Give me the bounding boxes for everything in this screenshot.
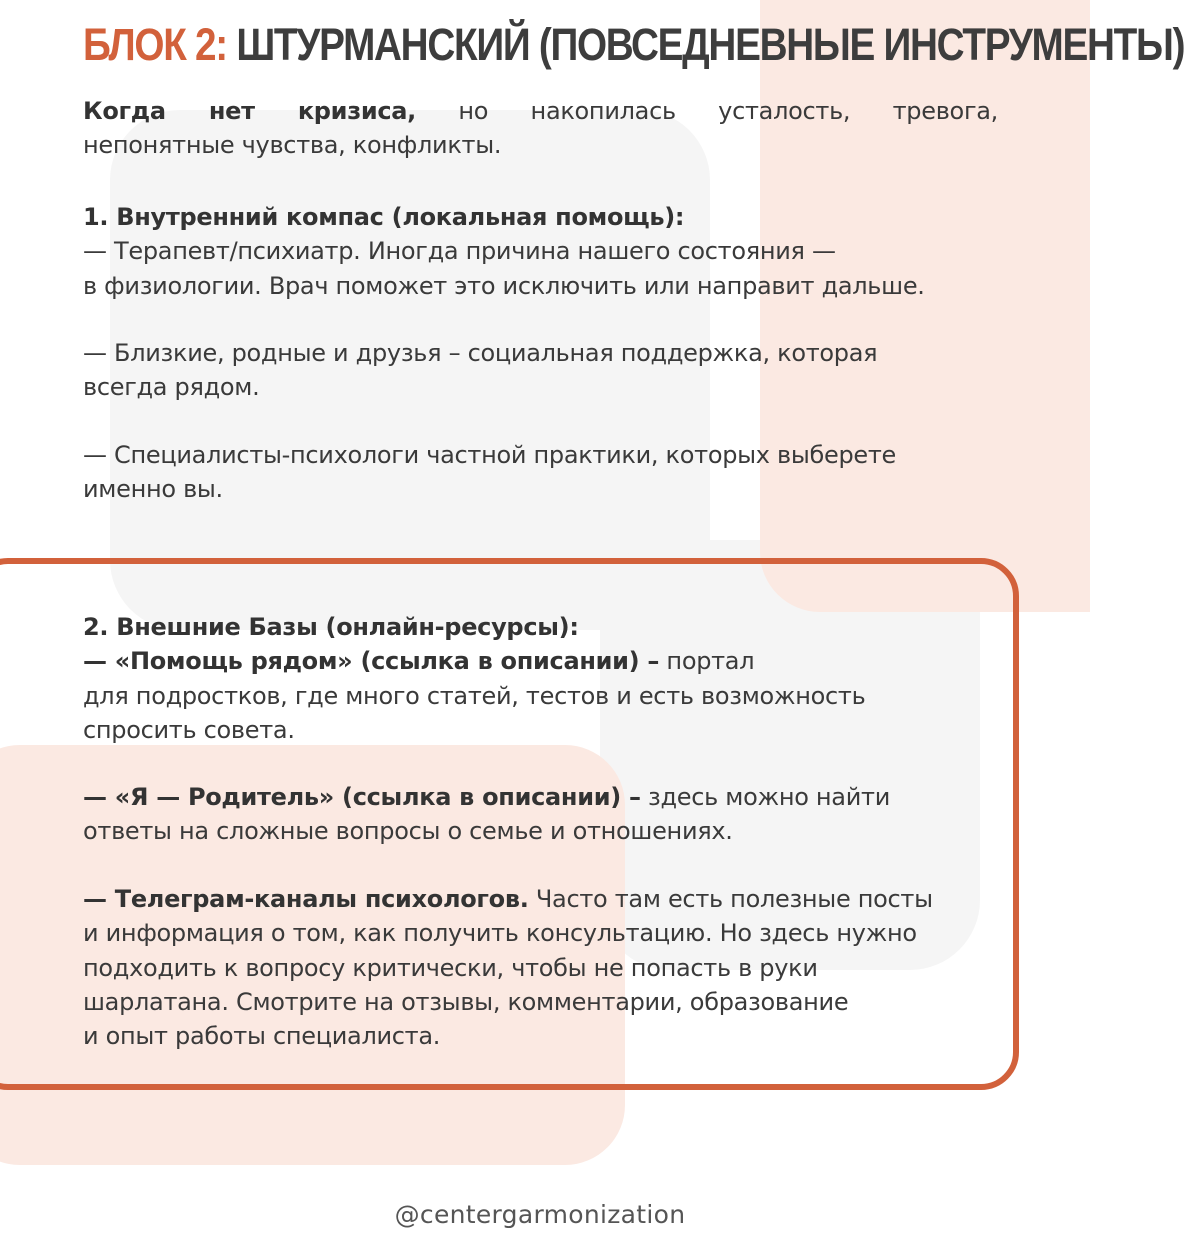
section-2-item-3-line-3: подходить к вопросу критически, чтобы не попасть в руки xyxy=(83,953,818,982)
section-2-item-2-line-2: ответы на сложные вопросы о семье и отношениях. xyxy=(83,817,733,846)
section-2-item-2-line-1 xyxy=(83,780,998,814)
intro-line-1 xyxy=(83,94,998,128)
intro-line-1-text: но накопилась усталость, тревога, xyxy=(458,97,998,125)
section-1-item-1-line-2: в физиологии. Врач поможет это исключить или направит дальше. xyxy=(83,271,925,300)
section-2 xyxy=(83,610,998,747)
section-2-item-1-line-3: спросить совета. xyxy=(83,715,295,744)
section-1-item-2-line-1: — Близкие, родные и друзья – социальная поддержка, которая xyxy=(83,339,878,367)
section-1-item-2-line-2: всегда рядом. xyxy=(83,373,260,402)
section-2-item-3 xyxy=(83,882,998,1053)
section-2-item-3-line-5: и опыт работы специалиста. xyxy=(83,1022,441,1051)
section-2-item-1-line-1 xyxy=(83,644,998,678)
section-2-item-1-line-2: для подростков, где много статей, тестов и есть возможность xyxy=(83,681,866,710)
section-2-item-3-line-4: шарлатана. Смотрите на отзывы, комментарии, образование xyxy=(83,987,849,1016)
title-text: ШТУРМАНСКИЙ (ПОВСЕДНЕВНЫЕ ИНСТРУМЕНТЫ) xyxy=(236,19,1184,70)
section-2-heading-text: 2. Внешние Базы (онлайн-ресурсы): xyxy=(83,613,579,641)
footer-handle: @centergarmonization xyxy=(394,1200,686,1229)
section-2-item-2 xyxy=(83,780,998,849)
section-1-item-3-line-1: — Специалисты-психологи частной практики, которых выберете xyxy=(83,441,897,469)
section-2-heading xyxy=(83,610,998,644)
section-2-item-3-rest: Часто там есть полезные посты xyxy=(535,885,933,913)
telegram-channels-bold: — Телеграм-каналы психологов. xyxy=(83,885,529,913)
section-1 xyxy=(83,200,998,303)
page-title xyxy=(83,18,1184,72)
section-1-item-3-line-2: именно вы. xyxy=(83,475,223,504)
intro-bold: Когда нет кризиса, xyxy=(83,97,416,125)
section-1-item-2 xyxy=(83,336,998,405)
help-nearby-link-text: — «Помощь рядом» (ссылка в описании) – xyxy=(83,647,660,676)
background-shape-peach-right xyxy=(760,0,1090,612)
section-1-item-1-line-1: — Терапевт/психиатр. Иногда причина нашего состояния — xyxy=(83,237,836,266)
section-2-item-3-line-2: и информация о том, как получить консультацию. Но здесь нужно xyxy=(83,919,917,948)
section-2-item-1-rest: портал xyxy=(666,647,755,676)
section-1-heading-text: 1. Внутренний компас (локальная помощь): xyxy=(83,203,685,231)
section-1-heading xyxy=(83,200,998,234)
section-1-item-3 xyxy=(83,438,998,507)
section-2-item-3-line-1 xyxy=(83,882,998,916)
i-am-parent-link-text: — «Я — Родитель» (ссылка в описании) – xyxy=(83,783,641,811)
intro-paragraph xyxy=(83,94,998,163)
intro-line-2: непонятные чувства, конфликты. xyxy=(83,131,502,160)
title-accent: БЛОК 2: xyxy=(83,19,227,70)
section-2-item-2-rest: здесь можно найти xyxy=(648,783,890,811)
